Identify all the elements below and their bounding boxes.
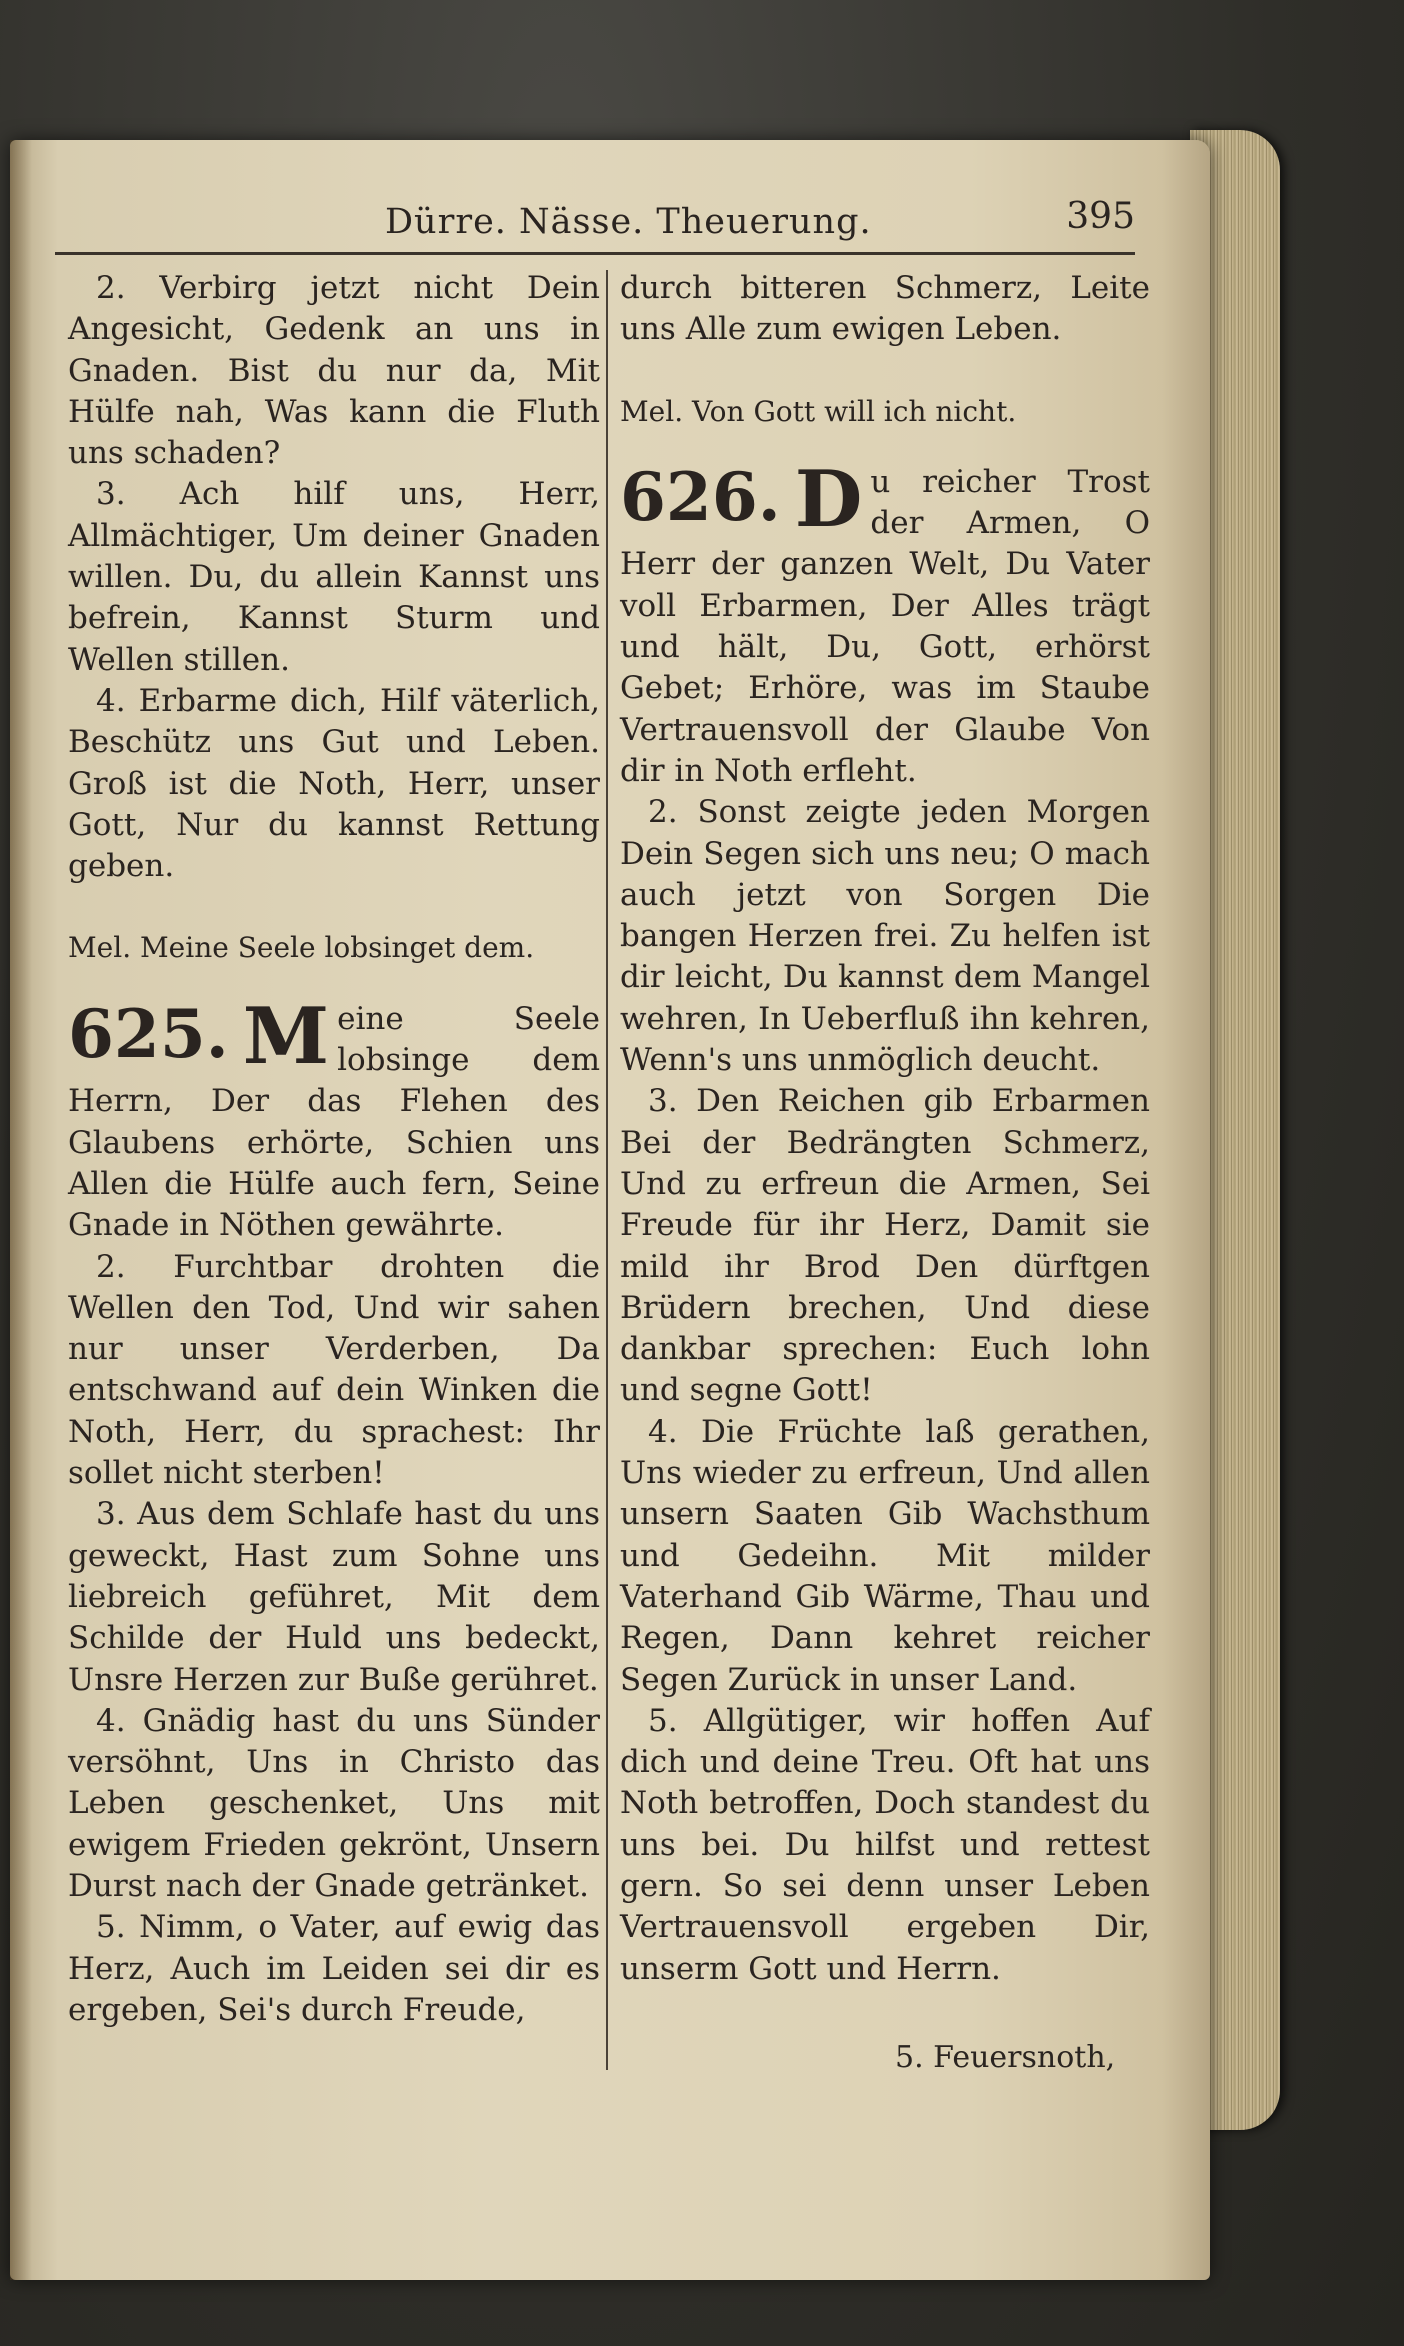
- verse: 3. Aus dem Schlafe hast du uns geweckt, Hast zum Sohne uns liebreich geführet, Mit dem Schilde der Huld uns bedeckt, Unsre Herzen zur Buße gerühret.: [68, 1496, 600, 1698]
- spine-shadow: [10, 140, 32, 2280]
- left-column: [68, 268, 600, 2031]
- verse: 4. Gnädig hast du uns Sünder versöhnt, Uns in Christo das Leben geschenket, Uns mit ewigem Frieden gekrönt, Unsern Durst nach der Gnade getränket.: [68, 1702, 600, 1904]
- column-divider: [606, 270, 608, 2070]
- right-column: [620, 268, 1150, 1990]
- verse: 3. Den Reichen gib Erbarmen Bei der Bedrängten Schmerz, Und zu erfreun die Armen, Sei Freude für ihr Herz, Damit sie mild ihr Brod Den dürftgen Brüdern brechen, Und diese dankbar sprechen: Euch lohn und segne Gott!: [620, 1083, 1150, 1409]
- drop-initial: M: [242, 990, 330, 1082]
- page-number: 395: [1066, 196, 1135, 237]
- verse: 5. Nimm, o Vater, auf ewig das Herz, Auch im Leiden sei dir es ergeben, Sei's durch Freude,: [68, 1909, 600, 2028]
- verse: 5. Allgütiger, wir hoffen Auf dich und deine Treu. Oft hat uns Noth betroffen, Doch standest du uns bei. Du hilfst und rettest gern. So sei denn unser Leben Vertrauensvoll ergeben Dir, unserm Gott und Herrn.: [620, 1702, 1150, 1987]
- drop-initial: D: [794, 453, 863, 545]
- verse: 2. Furchtbar drohten die Wellen den Tod, Und wir sahen nur unser Verderben, Da entschwand auf dein Winken die Noth, Herr, du sprachest: Ihr sollet nicht sterben!: [68, 1248, 600, 1492]
- hymn-number: 626.: [620, 457, 781, 536]
- verse: 4. Die Früchte laß gerathen, Uns wieder zu erfreun, Und allen unsern Saaten Gib Wachsthum und Gedeihn. Mit milder Vaterhand Gib Wärme, Thau und Regen, Dann kehret reicher Segen Zurück in unser Land.: [620, 1413, 1150, 1698]
- catchword: 5. Feuersnoth,: [895, 2040, 1116, 2075]
- hymn-625-start: [68, 990, 600, 1247]
- melody-line: Mel. Meine Seele lobsinget dem.: [68, 931, 535, 965]
- verse: eine Seele lobsinge dem Herrn, Der das Flehen des Glaubens erhörte, Schien uns Allen die Hülfe auch fern, Seine Gnade in Nöthen gewährte.: [68, 1000, 600, 1244]
- hymn-number: 625.: [68, 994, 229, 1073]
- running-title: Dürre. Nässe. Theuerung.: [385, 202, 872, 242]
- verse: u reicher Trost der Armen, O Herr der ganzen Welt, Du Vater voll Erbarmen, Der Alles trägt und hält, Du, Gott, erhörst Gebet; Erhöre, was im Staube Vertrauensvoll der Glaube Von dir in Noth erfleht.: [620, 463, 1150, 789]
- verse: 4. Erbarme dich, Hilf väterlich, Beschütz uns Gut und Leben. Groß ist die Noth, Herr, unser Gott, Nur du kannst Rettung geben.: [68, 682, 600, 885]
- melody-line: Mel. Von Gott will ich nicht.: [620, 394, 1017, 428]
- header-rule: [55, 252, 1135, 255]
- verse: 3. Ach hilf uns, Herr, Allmächtiger, Um deiner Gnaden willen. Du, du allein Kannst uns befrein, Kannst Sturm und Wellen stillen.: [68, 476, 600, 678]
- verse: 2. Verbirg jetzt nicht Dein Angesicht, Gedenk an uns in Gnaden. Bist du nur da, Mit Hülfe nah, Was kann die Fluth uns schaden?: [68, 270, 600, 472]
- hymn-626-start: [620, 453, 1150, 792]
- page-header: [60, 196, 1135, 252]
- verse-continuation: durch bitteren Schmerz, Leite uns Alle zum ewigen Leben.: [620, 270, 1150, 348]
- verse: 2. Sonst zeigte jeden Morgen Dein Segen sich uns neu; O mach auch jetzt von Sorgen Die bangen Herzen frei. Zu helfen ist dir leicht, Du kannst dem Mangel wehren, In Ueberfluß ihn kehren, Wenn's uns unmöglich deucht.: [620, 794, 1150, 1079]
